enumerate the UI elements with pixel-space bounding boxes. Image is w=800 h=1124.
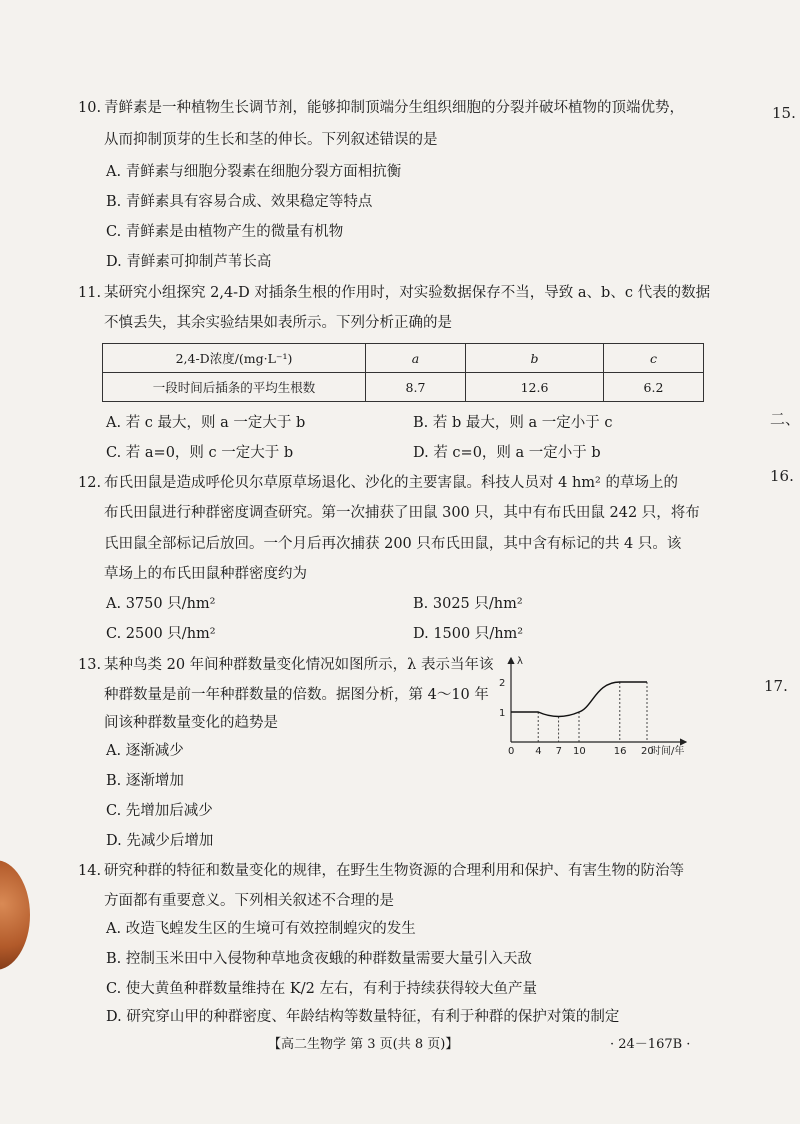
q13-line2: 种群数量是前一年种群数量的倍数。据图分析，第 4～10 年 [104, 687, 489, 703]
table-cell: a [366, 344, 466, 373]
q12-option-a: A. 3750 只/hm² [106, 596, 216, 612]
q13-option-d: D. 先减少后增加 [106, 833, 214, 849]
q12-option-b: B. 3025 只/hm² [413, 596, 523, 612]
x-tick-label: 16 [613, 746, 627, 757]
thumb-shadow [0, 860, 30, 970]
table-cell: b [465, 344, 603, 373]
q10-option-b: B. 青鲜素具有容易合成、效果稳定等特点 [106, 194, 373, 210]
y-axis-label: λ [517, 656, 523, 667]
q11-option-a: A. 若 c 最大，则 a 一定大于 b [106, 415, 306, 431]
table-cell: c [604, 344, 704, 373]
q13-number [78, 650, 101, 680]
q14-option-d: D. 研究穿山甲的种群密度、年龄结构等数量特征，有利于种群的保护对策的制定 [106, 1009, 620, 1025]
question-number: 12. [78, 475, 102, 491]
q11-option-d: D. 若 c=0，则 a 一定小于 b [413, 445, 601, 461]
q12-number [78, 468, 101, 498]
table-cell: 8.7 [366, 373, 466, 402]
table-cell: 6.2 [604, 373, 704, 402]
q12-line1: 布氏田鼠是造成呼伦贝尔草原草场退化、沙化的主要害鼠。科技人员对 4 hm² 的草场上的 [104, 475, 678, 491]
q14-option-b: B. 控制玉米田中入侵物种草地贪夜蛾的种群数量需要大量引入天敌 [106, 951, 532, 967]
question-number: 11. [78, 285, 102, 301]
q13-option-a: A. 逐渐减少 [106, 743, 184, 759]
q12-line2: 布氏田鼠进行种群密度调查研究。第一次捕获了田鼠 300 只，其中有布氏田鼠 242 只，将布 [104, 505, 700, 521]
x-tick-label: 0 [508, 746, 515, 757]
x-tick-label: 10 [573, 746, 586, 757]
q10-option-c: C. 青鲜素是由植物产生的微量有机物 [106, 224, 344, 240]
q12-line3: 氏田鼠全部标记后放回。一个月后再次捕获 200 只布氏田鼠，其中含有标记的共 4 只。该 [104, 536, 682, 552]
q10-line1: 青鲜素是一种植物生长调节剂，能够抑制顶端分生组织细胞的分裂并破坏植物的顶端优势， [104, 100, 684, 116]
q14-option-c: C. 使大黄鱼种群数量维持在 K/2 左右，有利于持续获得较大鱼产量 [106, 981, 537, 997]
q11-line1: 某研究小组探究 2,4-D 对插条生根的作用时，对实验数据保存不当，导致 a、b、c 代表的数据 [104, 285, 711, 301]
q10-option-d: D. 青鲜素可抑制芦苇长高 [106, 254, 272, 270]
table-cell: 一段时间后插条的平均生根数 [103, 373, 366, 402]
q12-option-d: D. 1500 只/hm² [413, 626, 524, 642]
lambda-line-chart [497, 652, 702, 762]
q12-line4: 草场上的布氏田鼠种群密度约为 [104, 566, 307, 582]
q10-option-a: A. 青鲜素与细胞分裂素在细胞分裂方面相抗衡 [106, 164, 402, 180]
q11-data-table [102, 343, 704, 402]
table-row [103, 373, 704, 402]
edge-fragment: 17. [764, 677, 788, 695]
q14-line2: 方面都有重要意义。下列相关叙述不合理的是 [104, 893, 394, 909]
q12-option-c: C. 2500 只/hm² [106, 626, 216, 642]
q10-line2: 从而抑制顶芽的生长和茎的伸长。下列叙述错误的是 [104, 132, 438, 148]
q13-line3: 间该种群数量变化的趋势是 [104, 715, 278, 731]
q13-option-b: B. 逐渐增加 [106, 773, 184, 789]
table-cell: 2,4-D浓度/(mg·L⁻¹) [103, 344, 366, 373]
question-number: 10. [78, 100, 102, 116]
edge-fragment: 16. [770, 467, 794, 485]
q14-option-a: A. 改造飞蝗发生区的生境可有效控制蝗灾的发生 [106, 921, 416, 937]
x-axis-label: 时间/年 [651, 746, 685, 757]
table-row [103, 344, 704, 373]
page-footer-title: 【高二生物学 第 3 页(共 8 页)】 [268, 1037, 459, 1052]
q13-option-c: C. 先增加后减少 [106, 803, 213, 819]
question-number: 14. [78, 863, 102, 879]
q11-option-c: C. 若 a=0，则 c 一定大于 b [106, 445, 294, 461]
x-tick-label: 4 [535, 746, 542, 757]
question-number: 13. [78, 657, 102, 673]
table-cell: 12.6 [465, 373, 603, 402]
y-tick-label: 1 [499, 708, 506, 719]
x-tick-label: 7 [555, 746, 562, 757]
q11-option-b: B. 若 b 最大，则 a 一定小于 c [413, 415, 613, 431]
page-footer-code: · 24－167B · [610, 1037, 691, 1052]
q11-number [78, 278, 101, 308]
q14-number [78, 856, 101, 886]
q10-number [78, 93, 101, 123]
q13-line1: 某种鸟类 20 年间种群数量变化情况如图所示，λ 表示当年该 [104, 657, 494, 673]
q11-line2: 不慎丢失，其余实验结果如表所示。下列分析正确的是 [104, 315, 452, 331]
x-tick-label: 20 [641, 746, 654, 757]
q14-line1: 研究种群的特征和数量变化的规律，在野生生物资源的合理利用和保护、有害生物的防治等 [104, 863, 684, 879]
lambda-series-line [511, 682, 647, 717]
y-tick-label: 2 [499, 678, 506, 689]
edge-fragment: 15. [772, 104, 796, 122]
edge-fragment: 二、 [770, 410, 800, 428]
